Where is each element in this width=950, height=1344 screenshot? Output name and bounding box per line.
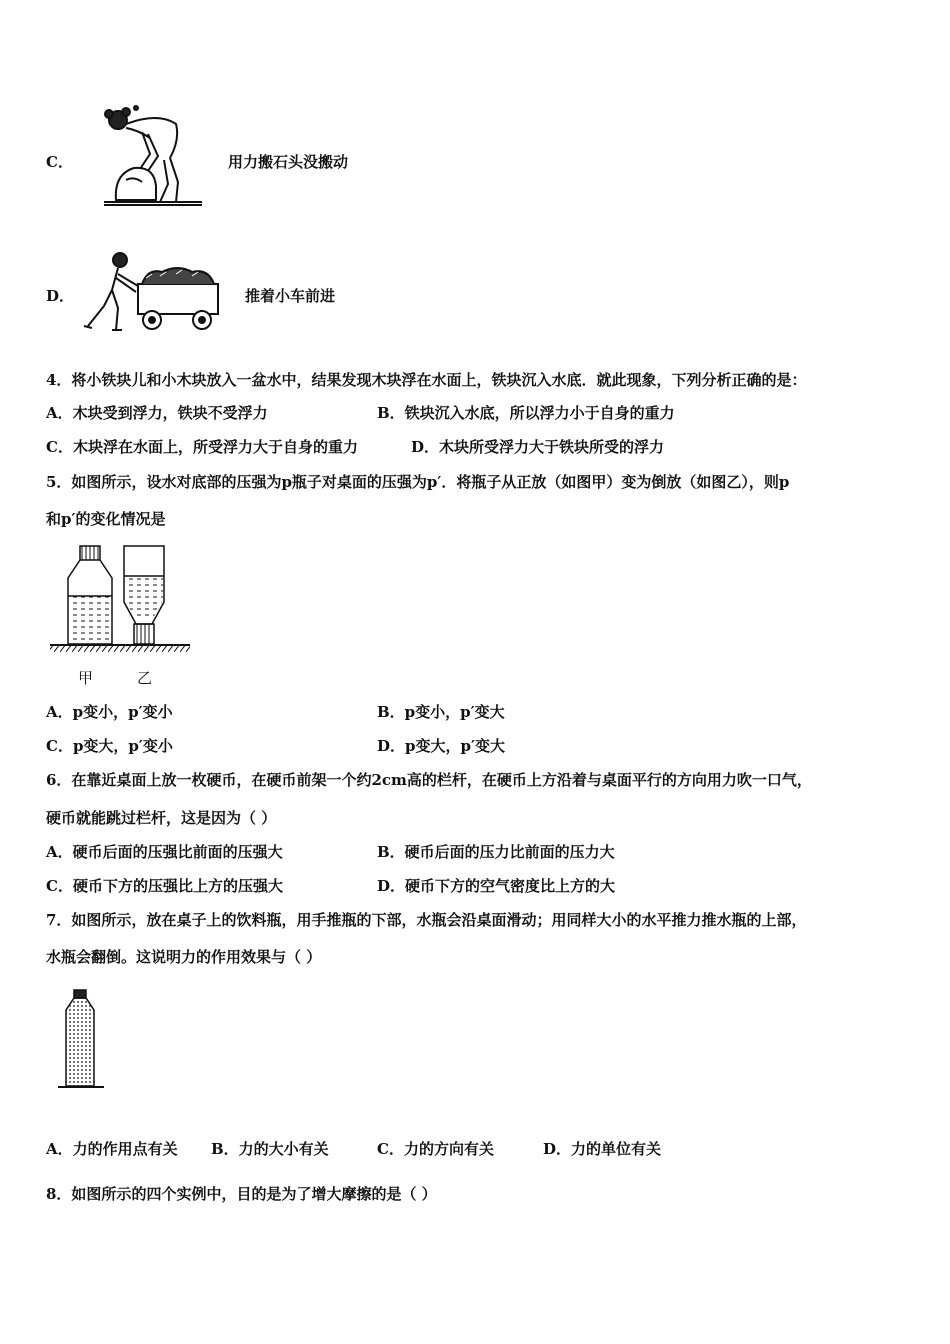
q4-stem: 4．将小铁块儿和小木块放入一盆水中，结果发现木块浮在水面上，铁块沉入水底．就此现象，下列分析正确的是： (46, 371, 807, 389)
q7-option-a: A．力的作用点有关 (46, 1140, 178, 1158)
q6-stem-line1: 6．在靠近桌面上放一枚硬币，在硬币前架一个约2cm高的栏杆，在硬币上方沿着与桌面平行的方向用力吹一口气， (46, 771, 812, 789)
q7-stem-line1: 7．如图所示，放在桌子上的饮料瓶，用手推瓶的下部，水瓶会沿桌面滑动；用同样大小的水平推力推水瓶的上部， (46, 911, 807, 929)
q4-option-a: A．木块受到浮力，铁块不受浮力 (46, 404, 268, 422)
q4-option-d: D．木块所受浮力大于铁块所受的浮力 (411, 438, 665, 456)
bottle-label-yi: 乙 (137, 669, 153, 687)
bottle-label-jia: 甲 (78, 669, 94, 687)
q4-option-b: B．铁块沉入水底，所以浮力小于自身的重力 (377, 404, 675, 422)
q7-stem-line2: 水瓶会翻倒。这说明力的作用效果与（ ） (46, 948, 322, 966)
q5-stem-line1: 5．如图所示，设水对底部的压强为p瓶子对桌面的压强为p′．将瓶子从正放（如图甲）变为倒放（如图乙），则p (46, 473, 790, 491)
q6-option-b: B．硬币后面的压力比前面的压力大 (377, 843, 615, 861)
q5-option-b: B．p变小，p′变大 (377, 703, 505, 721)
q6-option-a: A．硬币后面的压强比前面的压强大 (46, 843, 283, 861)
q5-option-a: A．p变小，p′变小 (46, 703, 173, 721)
option-d-letter: D． (46, 287, 75, 305)
q6-option-c: C．硬币下方的压强比上方的压强大 (46, 877, 283, 895)
q5-stem-line2: 和p′的变化情况是 (46, 510, 166, 528)
person-lifting-stone-figure (98, 102, 206, 210)
q4-option-c: C．木块浮在水面上，所受浮力大于自身的重力 (46, 438, 358, 456)
q5-option-d: D．p变大，p′变大 (377, 737, 505, 755)
option-c-letter: C． (46, 153, 73, 171)
bottles-upright-inverted-figure (48, 540, 194, 662)
q5-option-c: C．p变大，p′变小 (46, 737, 173, 755)
q6-stem-line2: 硬币就能跳过栏杆，这是因为（ ） (46, 809, 277, 827)
q6-option-d: D．硬币下方的空气密度比上方的大 (377, 877, 616, 895)
q7-option-d: D．力的单位有关 (543, 1140, 662, 1158)
person-pushing-cart-figure (82, 250, 222, 334)
option-d-text: 推着小车前进 (245, 287, 336, 305)
drink-bottle-figure (56, 988, 106, 1092)
q7-option-b: B．力的大小有关 (211, 1140, 329, 1158)
q7-option-c: C．力的方向有关 (377, 1140, 494, 1158)
option-c-text: 用力搬石头没搬动 (228, 153, 349, 171)
q8-stem: 8．如图所示的四个实例中，目的是为了增大摩擦的是（ ） (46, 1185, 437, 1203)
